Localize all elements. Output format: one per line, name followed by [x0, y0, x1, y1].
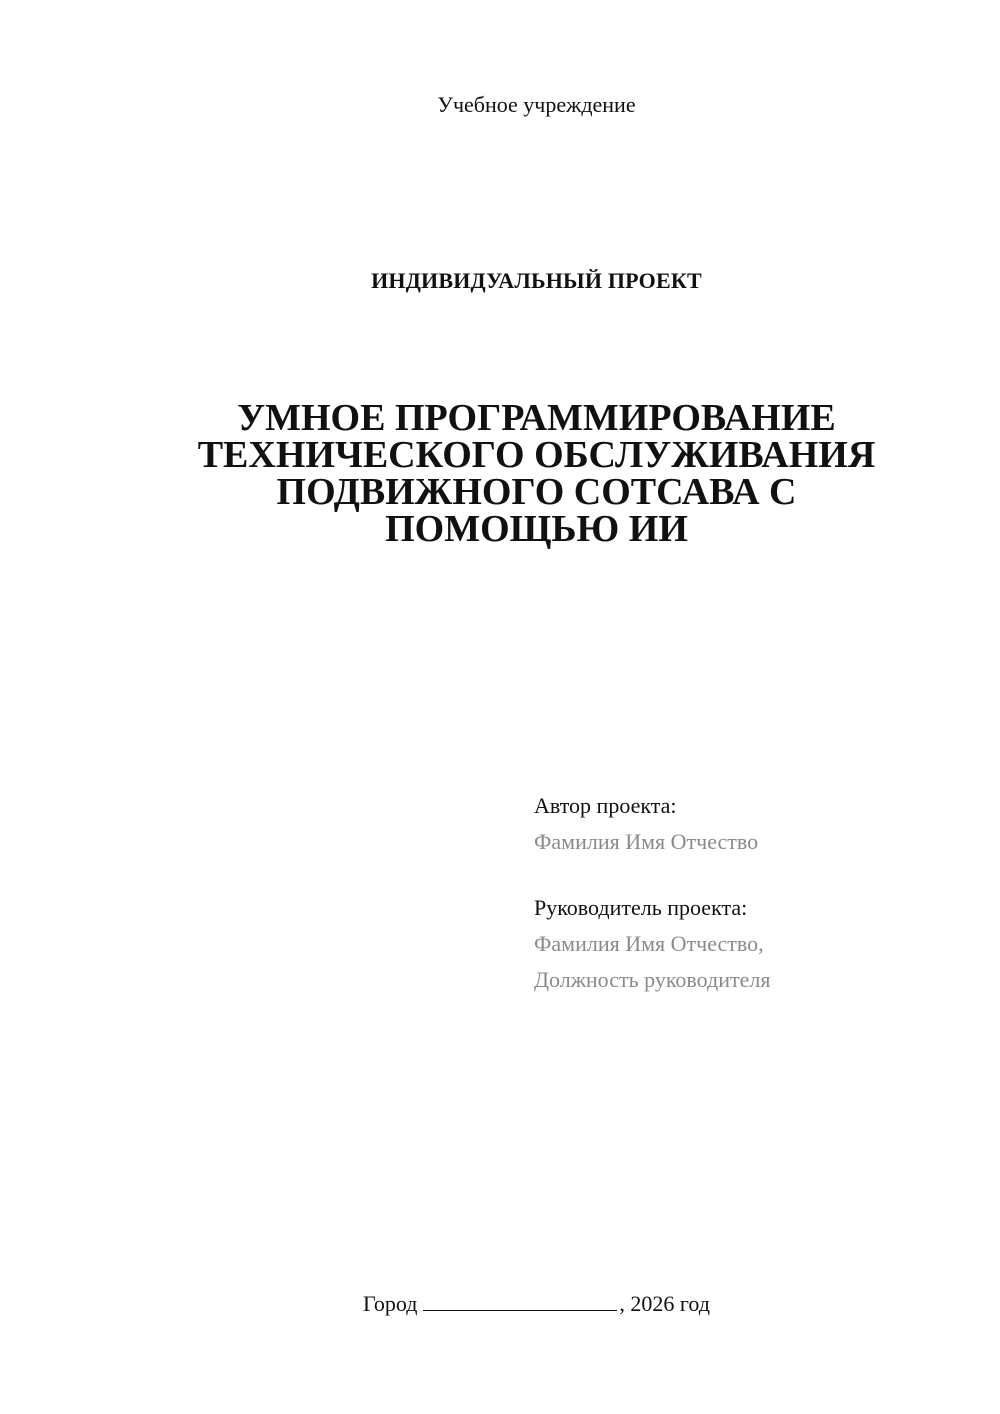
project-title-line: ПОДВИЖНОГО СОТСАВА С: [276, 471, 797, 513]
supervisor-name-placeholder: Фамилия Имя Отчество,: [534, 931, 764, 956]
project-roles: [534, 788, 974, 998]
project-title-line: УМНОЕ ПРОГРАММИРОВАНИЕ: [237, 397, 836, 439]
author-name-placeholder: Фамилия Имя Отчество: [534, 829, 759, 854]
roles-spacer: [534, 860, 974, 890]
project-title-line: ПОМОЩЬЮ ИИ: [385, 508, 688, 550]
supervisor-position-placeholder: Должность руководителя: [534, 967, 771, 992]
project-title-line: ТЕХНИЧЕСКОГО ОБСЛУЖИВАНИЯ: [197, 434, 876, 476]
city-label: Город: [363, 1291, 418, 1316]
city-blank-line: [423, 1290, 617, 1311]
author-label: Автор проекта:: [534, 793, 677, 818]
project-title: [150, 397, 923, 550]
project-type-heading: ИНДИВИДУАЛЬНЫЙ ПРОЕКТ: [371, 268, 702, 293]
supervisor-label: Руководитель проекта:: [534, 895, 748, 920]
year-text: , 2026 год: [619, 1291, 710, 1316]
city-year-line: [0, 1290, 1000, 1317]
institution-name: Учебное учреждение: [437, 92, 636, 117]
